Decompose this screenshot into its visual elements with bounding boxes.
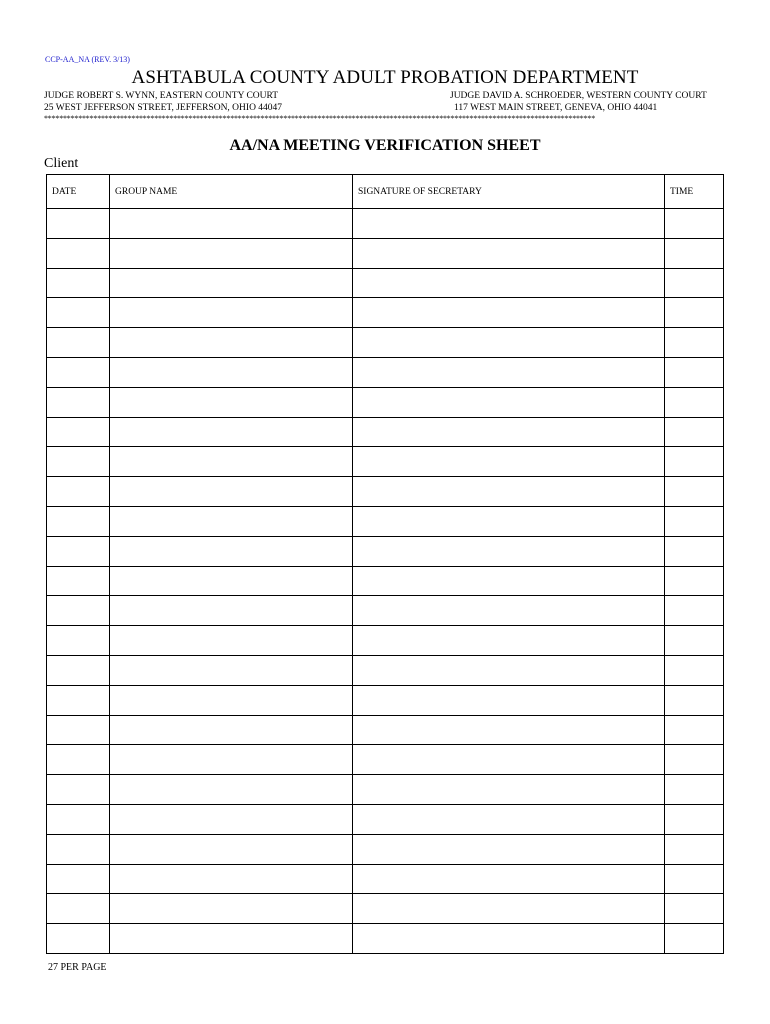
date-cell[interactable] xyxy=(47,745,110,775)
signature-cell[interactable] xyxy=(353,328,665,358)
date-cell[interactable] xyxy=(47,268,110,298)
footer-note: 27 PER PAGE xyxy=(48,962,107,973)
time-cell[interactable] xyxy=(665,209,724,239)
signature-cell[interactable] xyxy=(353,477,665,507)
date-cell[interactable] xyxy=(47,477,110,507)
signature-cell[interactable] xyxy=(353,238,665,268)
signature-cell[interactable] xyxy=(353,506,665,536)
asterisk-separator: ************************************************************************************************************************************************* xyxy=(44,114,596,123)
table-row xyxy=(47,626,724,656)
date-cell[interactable] xyxy=(47,775,110,805)
date-cell[interactable] xyxy=(47,715,110,745)
date-cell[interactable] xyxy=(47,655,110,685)
time-cell[interactable] xyxy=(665,596,724,626)
table-row xyxy=(47,447,724,477)
signature-cell[interactable] xyxy=(353,417,665,447)
signature-cell[interactable] xyxy=(353,745,665,775)
date-cell[interactable] xyxy=(47,894,110,924)
group-name-cell[interactable] xyxy=(110,328,353,358)
time-cell[interactable] xyxy=(665,715,724,745)
western-court-address: 117 WEST MAIN STREET, GENEVA, OHIO 44041 xyxy=(454,103,658,113)
signature-cell[interactable] xyxy=(353,775,665,805)
date-cell[interactable] xyxy=(47,506,110,536)
table-row xyxy=(47,506,724,536)
group-name-cell[interactable] xyxy=(110,715,353,745)
table-row xyxy=(47,685,724,715)
signature-cell[interactable] xyxy=(353,268,665,298)
table-header-row xyxy=(47,175,724,209)
date-cell[interactable] xyxy=(47,357,110,387)
table-row xyxy=(47,268,724,298)
signature-cell[interactable] xyxy=(353,298,665,328)
signature-cell[interactable] xyxy=(353,566,665,596)
date-cell[interactable] xyxy=(47,626,110,656)
time-cell[interactable] xyxy=(665,834,724,864)
date-cell[interactable] xyxy=(47,864,110,894)
group-name-cell[interactable] xyxy=(110,685,353,715)
group-name-cell[interactable] xyxy=(110,834,353,864)
table-row xyxy=(47,894,724,924)
table-row xyxy=(47,328,724,358)
time-cell[interactable] xyxy=(665,417,724,447)
form-code: CCP-AA_NA (REV. 3/13) xyxy=(45,55,130,64)
group-name-cell[interactable] xyxy=(110,417,353,447)
table-row xyxy=(47,655,724,685)
time-cell[interactable] xyxy=(665,298,724,328)
group-name-cell[interactable] xyxy=(110,596,353,626)
date-cell[interactable] xyxy=(47,566,110,596)
time-cell[interactable] xyxy=(665,357,724,387)
group-name-cell[interactable] xyxy=(110,864,353,894)
group-name-cell[interactable] xyxy=(110,536,353,566)
group-name-cell[interactable] xyxy=(110,626,353,656)
group-name-cell[interactable] xyxy=(110,477,353,507)
time-cell[interactable] xyxy=(665,387,724,417)
table-row xyxy=(47,238,724,268)
group-name-cell[interactable] xyxy=(110,357,353,387)
table-row xyxy=(47,417,724,447)
signature-cell[interactable] xyxy=(353,655,665,685)
table-row xyxy=(47,209,724,239)
signature-cell[interactable] xyxy=(353,596,665,626)
date-cell[interactable] xyxy=(47,417,110,447)
table-row xyxy=(47,715,724,745)
signature-cell[interactable] xyxy=(353,834,665,864)
signature-cell[interactable] xyxy=(353,209,665,239)
client-label: Client xyxy=(44,156,79,171)
time-cell[interactable] xyxy=(665,447,724,477)
table-row xyxy=(47,745,724,775)
group-name-cell[interactable] xyxy=(110,268,353,298)
eastern-judge-name: JUDGE ROBERT S. WYNN, EASTERN COUNTY COURT xyxy=(44,91,279,101)
signature-cell[interactable] xyxy=(353,894,665,924)
group-name-cell[interactable] xyxy=(110,804,353,834)
date-cell[interactable] xyxy=(47,298,110,328)
department-title: ASHTABULA COUNTY ADULT PROBATION DEPARTMENT xyxy=(131,67,639,88)
time-cell[interactable] xyxy=(665,864,724,894)
date-cell[interactable] xyxy=(47,447,110,477)
group-name-cell[interactable] xyxy=(110,655,353,685)
time-cell[interactable] xyxy=(665,894,724,924)
signature-cell[interactable] xyxy=(353,715,665,745)
signature-cell[interactable] xyxy=(353,924,665,954)
group-name-cell[interactable] xyxy=(110,894,353,924)
time-cell[interactable] xyxy=(665,566,724,596)
date-cell[interactable] xyxy=(47,387,110,417)
group-name-cell[interactable] xyxy=(110,447,353,477)
group-name-cell[interactable] xyxy=(110,775,353,805)
table-row xyxy=(47,298,724,328)
western-judge-name: JUDGE DAVID A. SCHROEDER, WESTERN COUNTY COURT xyxy=(450,91,707,101)
group-name-cell[interactable] xyxy=(110,506,353,536)
group-name-cell[interactable] xyxy=(110,745,353,775)
signature-cell[interactable] xyxy=(353,626,665,656)
date-cell[interactable] xyxy=(47,834,110,864)
signature-cell[interactable] xyxy=(353,804,665,834)
time-cell[interactable] xyxy=(665,626,724,656)
date-cell[interactable] xyxy=(47,238,110,268)
time-cell[interactable] xyxy=(665,328,724,358)
time-cell[interactable] xyxy=(665,775,724,805)
column-header-time: TIME xyxy=(665,175,724,209)
table-row xyxy=(47,536,724,566)
column-header-group-name: GROUP NAME xyxy=(110,175,353,209)
table-row xyxy=(47,834,724,864)
date-cell[interactable] xyxy=(47,596,110,626)
time-cell[interactable] xyxy=(665,536,724,566)
signature-cell[interactable] xyxy=(353,685,665,715)
table-row xyxy=(47,924,724,954)
time-cell[interactable] xyxy=(665,506,724,536)
group-name-cell[interactable] xyxy=(110,238,353,268)
group-name-cell[interactable] xyxy=(110,387,353,417)
sheet-title: AA/NA MEETING VERIFICATION SHEET xyxy=(229,137,541,154)
column-header-date: DATE xyxy=(47,175,110,209)
time-cell[interactable] xyxy=(665,238,724,268)
time-cell[interactable] xyxy=(665,685,724,715)
signature-cell[interactable] xyxy=(353,387,665,417)
date-cell[interactable] xyxy=(47,804,110,834)
signature-cell[interactable] xyxy=(353,864,665,894)
table-row xyxy=(47,477,724,507)
time-cell[interactable] xyxy=(665,745,724,775)
signature-cell[interactable] xyxy=(353,447,665,477)
date-cell[interactable] xyxy=(47,209,110,239)
time-cell[interactable] xyxy=(665,924,724,954)
time-cell[interactable] xyxy=(665,268,724,298)
time-cell[interactable] xyxy=(665,804,724,834)
eastern-court-address: 25 WEST JEFFERSON STREET, JEFFERSON, OHIO 44047 xyxy=(44,103,283,113)
meeting-log-table xyxy=(46,174,724,954)
date-cell[interactable] xyxy=(47,328,110,358)
group-name-cell[interactable] xyxy=(110,566,353,596)
column-header-signature: SIGNATURE OF SECRETARY xyxy=(353,175,665,209)
date-cell[interactable] xyxy=(47,924,110,954)
meeting-log-body xyxy=(47,209,724,954)
table-row xyxy=(47,596,724,626)
signature-cell[interactable] xyxy=(353,357,665,387)
table-row xyxy=(47,864,724,894)
time-cell[interactable] xyxy=(665,655,724,685)
table-row xyxy=(47,566,724,596)
date-cell[interactable] xyxy=(47,536,110,566)
date-cell[interactable] xyxy=(47,685,110,715)
table-row xyxy=(47,804,724,834)
table-row xyxy=(47,775,724,805)
signature-cell[interactable] xyxy=(353,536,665,566)
time-cell[interactable] xyxy=(665,477,724,507)
table-row xyxy=(47,357,724,387)
group-name-cell[interactable] xyxy=(110,924,353,954)
group-name-cell[interactable] xyxy=(110,298,353,328)
table-row xyxy=(47,387,724,417)
group-name-cell[interactable] xyxy=(110,209,353,239)
